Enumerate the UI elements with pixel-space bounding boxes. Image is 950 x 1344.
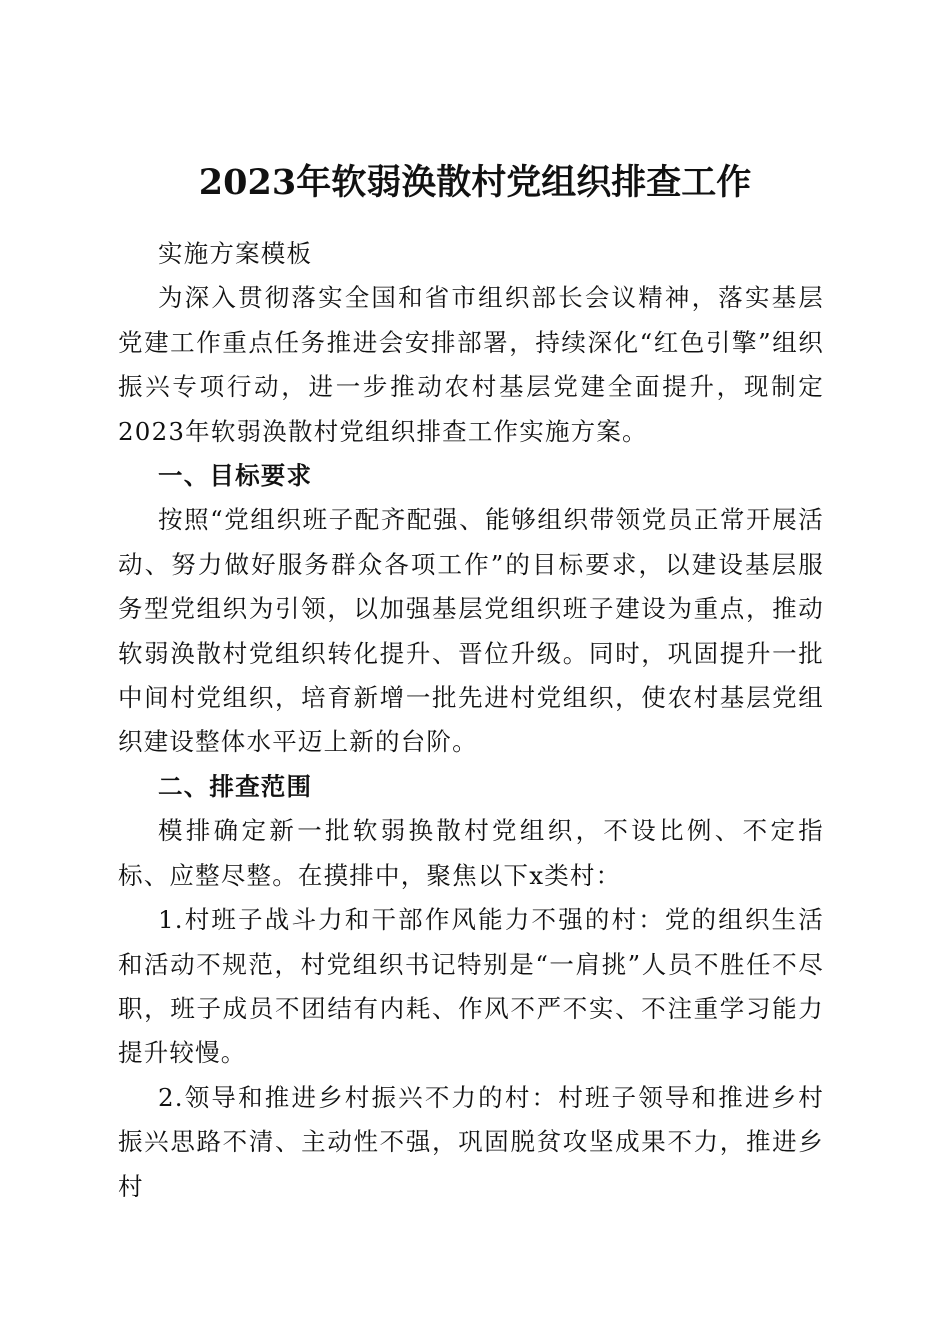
- section-heading-goals: 一、目标要求: [158, 461, 313, 491]
- paragraph-item-1: 1.村班子战斗力和干部作风能力不强的村：党的组织生活和活动不规范，村党组织书记特别是“一肩挑”人员不胜任不尽职，班子成员不团结有内耗、作风不严不实、不注重学习能力提升较慢。: [118, 905, 824, 1068]
- paragraph-subtitle: 实施方案模板: [158, 239, 313, 268]
- document-body: [118, 232, 824, 1209]
- paragraph-scope: 模排确定新一批软弱换散村党组织，不设比例、不定指标、应整尽整。在摸排中，聚焦以下x类村：: [118, 816, 824, 890]
- section-heading-scope: 二、排查范围: [158, 771, 313, 801]
- document-title: 2023年软弱涣散村党组织排查工作: [198, 162, 752, 204]
- paragraph-goals: 按照“党组织班子配齐配强、能够组织带领党员正常开展活动、努力做好服务群众各项工作”的目标要求，以建设基层服务型党组织为引领，以加强基层党组织班子建设为重点，推动软弱涣散村党组织转化提升、晋位升级。同时，巩固提升一批中间村党组织，培育新增一批先进村党组织，使农村基层党组织建设整体水平迈上新的台阶。: [118, 505, 824, 757]
- paragraph-item-2: 2.领导和推进乡村振兴不力的村：村班子领导和推进乡村振兴思路不清、主动性不强，巩固脱贫攻坚成果不力，推进乡村: [118, 1082, 824, 1201]
- paragraph-intro: 为深入贯彻落实全国和省市组织部长会议精神，落实基层党建工作重点任务推进会安排部署，持续深化“红色引擎”组织振兴专项行动，进一步推动农村基层党建全面提升，现制定2023年软弱涣散村党组织排查工作实施方案。: [118, 283, 824, 446]
